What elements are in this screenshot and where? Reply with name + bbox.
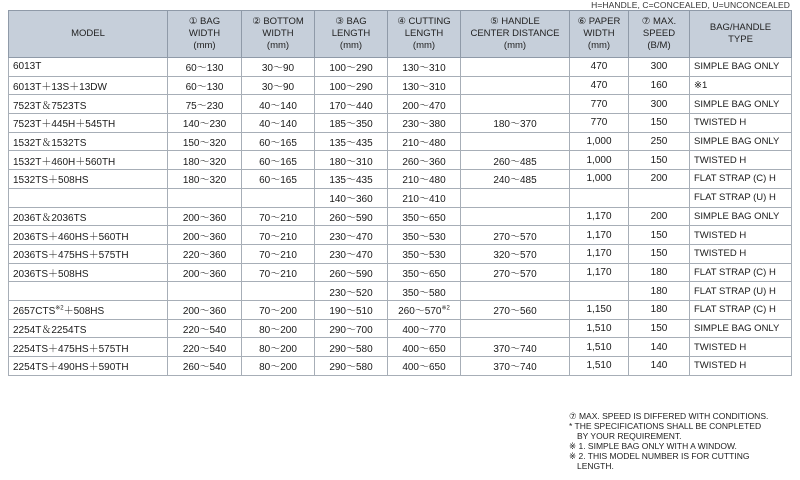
cell-bag-handle-type: TWISTED H <box>690 357 792 376</box>
cell-paper-width: 470 <box>570 58 629 77</box>
cell-cutting-length: 400～650 <box>388 357 461 376</box>
cell-model <box>9 188 168 207</box>
cell-cutting-length: 400～650 <box>388 338 461 357</box>
cell-cutting-length: 230～380 <box>388 114 461 133</box>
table-row <box>9 263 792 282</box>
cell-cutting-length: 210～480 <box>388 170 461 189</box>
cell-handle-center-distance: 270～570 <box>461 263 570 282</box>
cell-bottom-width: 80～200 <box>242 319 315 338</box>
cell-model: 2036TS＋475HS＋575TH <box>9 244 168 263</box>
cell-bottom-width: 40～140 <box>242 95 315 114</box>
table-row <box>9 170 792 189</box>
cell-bag-width: 60～130 <box>168 76 242 95</box>
cell-bottom-width: 30～90 <box>242 58 315 77</box>
cell-paper-width <box>570 282 629 301</box>
cell-bag-length: 290～580 <box>315 338 388 357</box>
cell-bag-width: 180～320 <box>168 151 242 170</box>
cell-model: 2036TS＋508HS <box>9 263 168 282</box>
cell-handle-center-distance: 320～570 <box>461 244 570 263</box>
cell-bag-handle-type: SIMPLE BAG ONLY <box>690 207 792 226</box>
cell-max-speed: 180 <box>629 263 690 282</box>
cell-max-speed: 200 <box>629 170 690 189</box>
cell-bag-width: 200～360 <box>168 226 242 245</box>
cell-bag-handle-type: FLAT STRAP (C) H <box>690 263 792 282</box>
column-header-handle-center-distance: ⑤ HANDLE CENTER DISTANCE (mm) <box>461 11 570 58</box>
cell-bottom-width <box>242 282 315 301</box>
table-row <box>9 226 792 245</box>
column-header-bottom-width: ② BOTTOM WIDTH (mm) <box>242 11 315 58</box>
cell-max-speed: 250 <box>629 132 690 151</box>
cell-paper-width: 770 <box>570 114 629 133</box>
table-row <box>9 188 792 207</box>
table-row <box>9 76 792 95</box>
cell-bag-width: 200～360 <box>168 263 242 282</box>
cell-paper-width: 470 <box>570 76 629 95</box>
cell-bag-length: 190～510 <box>315 300 388 319</box>
cell-model: 1532T＆1532TS <box>9 132 168 151</box>
cell-cutting-length: 400～770 <box>388 319 461 338</box>
cell-paper-width: 1,170 <box>570 226 629 245</box>
cell-model: 1532T＋460H＋560TH <box>9 151 168 170</box>
cell-model: 2254T＆2254TS <box>9 319 168 338</box>
cell-handle-center-distance <box>461 132 570 151</box>
column-header-paper-width: ⑥ PAPER WIDTH (mm) <box>570 11 629 58</box>
cell-bottom-width: 70～210 <box>242 226 315 245</box>
cell-cutting-length: 350～650 <box>388 263 461 282</box>
specification-table <box>8 10 792 376</box>
table-row <box>9 244 792 263</box>
cell-bag-handle-type: FLAT STRAP (U) H <box>690 282 792 301</box>
table-row <box>9 319 792 338</box>
cell-paper-width: 1,000 <box>570 132 629 151</box>
cell-model: 6013T <box>9 58 168 77</box>
cell-bag-length: 290～700 <box>315 319 388 338</box>
cell-bag-handle-type: FLAT STRAP (U) H <box>690 188 792 207</box>
cell-bag-width: 200～360 <box>168 300 242 319</box>
cell-handle-center-distance: 180～370 <box>461 114 570 133</box>
cell-bottom-width: 60～165 <box>242 132 315 151</box>
note-2-cont: LENGTH. <box>577 461 614 471</box>
table-row <box>9 151 792 170</box>
cell-bag-width: 220～540 <box>168 338 242 357</box>
cell-bag-handle-type: SIMPLE BAG ONLY <box>690 319 792 338</box>
cell-bag-length: 100～290 <box>315 58 388 77</box>
cell-bag-width: 200～360 <box>168 207 242 226</box>
cell-max-speed: 180 <box>629 282 690 301</box>
cell-handle-center-distance <box>461 319 570 338</box>
cell-paper-width: 1,170 <box>570 207 629 226</box>
cell-model: 1532TS＋508HS <box>9 170 168 189</box>
cell-bottom-width: 80～200 <box>242 357 315 376</box>
cell-cutting-length: 210～410 <box>388 188 461 207</box>
cell-cutting-length: 260～360 <box>388 151 461 170</box>
cell-paper-width: 1,510 <box>570 357 629 376</box>
cell-cutting-length: 130～310 <box>388 58 461 77</box>
cell-paper-width: 770 <box>570 95 629 114</box>
cell-bag-length: 260～590 <box>315 263 388 282</box>
note-2: ※ 2. THIS MODEL NUMBER IS FOR CUTTING <box>569 451 750 461</box>
cell-bag-width: 220～540 <box>168 319 242 338</box>
cell-paper-width: 1,170 <box>570 244 629 263</box>
cell-paper-width: 1,000 <box>570 151 629 170</box>
cell-paper-width <box>570 188 629 207</box>
cell-bag-handle-type: SIMPLE BAG ONLY <box>690 132 792 151</box>
cell-bag-handle-type: TWISTED H <box>690 114 792 133</box>
table-row <box>9 58 792 77</box>
cell-bag-length: 290～580 <box>315 357 388 376</box>
cell-paper-width: 1,510 <box>570 319 629 338</box>
cell-bottom-width: 60～165 <box>242 151 315 170</box>
cell-max-speed <box>629 188 690 207</box>
cell-bottom-width: 80～200 <box>242 338 315 357</box>
cell-max-speed: 160 <box>629 76 690 95</box>
cell-bag-width: 220～360 <box>168 244 242 263</box>
cell-bottom-width: 70～210 <box>242 263 315 282</box>
cell-max-speed: 150 <box>629 226 690 245</box>
table-row <box>9 95 792 114</box>
cell-bag-handle-type: SIMPLE BAG ONLY <box>690 58 792 77</box>
cell-bag-length: 135～435 <box>315 132 388 151</box>
footnotes <box>569 411 768 471</box>
abbreviation-legend: H=HANDLE, C=CONCEALED, U=UNCONCEALED <box>591 0 790 10</box>
cell-bag-length: 230～470 <box>315 226 388 245</box>
note-max-speed: ⑦ MAX. SPEED IS DIFFERED WITH CONDITIONS. <box>569 411 769 421</box>
table-body <box>9 58 792 376</box>
cell-model: 2036TS＋460HS＋560TH <box>9 226 168 245</box>
table-row <box>9 207 792 226</box>
cell-model: 7523T＋445H＋545TH <box>9 114 168 133</box>
cell-bottom-width: 30～90 <box>242 76 315 95</box>
note-specifications: * THE SPECIFICATIONS SHALL BE CONPLETED <box>569 421 762 431</box>
cell-handle-center-distance: 270～570 <box>461 226 570 245</box>
cell-handle-center-distance <box>461 188 570 207</box>
table-row <box>9 300 792 319</box>
cell-max-speed: 140 <box>629 338 690 357</box>
cell-bag-length: 230～470 <box>315 244 388 263</box>
cell-bag-length: 100～290 <box>315 76 388 95</box>
cell-bottom-width <box>242 188 315 207</box>
cell-bag-width: 60～130 <box>168 58 242 77</box>
cell-max-speed: 200 <box>629 207 690 226</box>
cell-model <box>9 282 168 301</box>
cell-bag-length: 185～350 <box>315 114 388 133</box>
cell-max-speed: 150 <box>629 244 690 263</box>
cell-bottom-width: 70～210 <box>242 207 315 226</box>
cell-bag-handle-type: FLAT STRAP (C) H <box>690 170 792 189</box>
cell-bag-length: 180～310 <box>315 151 388 170</box>
cell-cutting-length: 130～310 <box>388 76 461 95</box>
cell-handle-center-distance <box>461 95 570 114</box>
cell-model: 2254TS＋490HS＋590TH <box>9 357 168 376</box>
cell-max-speed: 140 <box>629 357 690 376</box>
cell-max-speed: 300 <box>629 95 690 114</box>
cell-bag-width: 150～320 <box>168 132 242 151</box>
cell-bag-length: 170～440 <box>315 95 388 114</box>
cell-bottom-width: 40～140 <box>242 114 315 133</box>
cell-bag-length: 140～360 <box>315 188 388 207</box>
cell-bag-handle-type: TWISTED H <box>690 338 792 357</box>
cell-bag-length: 230～520 <box>315 282 388 301</box>
cell-max-speed: 300 <box>629 58 690 77</box>
cell-cutting-length: 350～650 <box>388 207 461 226</box>
cell-max-speed: 150 <box>629 151 690 170</box>
cell-bag-width: 140～230 <box>168 114 242 133</box>
cell-bag-handle-type: TWISTED H <box>690 226 792 245</box>
cell-bottom-width: 60～165 <box>242 170 315 189</box>
cell-handle-center-distance: 260～485 <box>461 151 570 170</box>
column-header-bag-handle-type: BAG/HANDLE TYPE <box>690 11 792 58</box>
cell-max-speed: 180 <box>629 300 690 319</box>
cell-cutting-length: 350～580 <box>388 282 461 301</box>
column-header-cutting-length: ④ CUTTING LENGTH (mm) <box>388 11 461 58</box>
cell-cutting-length: 350～530 <box>388 226 461 245</box>
cell-paper-width: 1,170 <box>570 263 629 282</box>
cell-bag-width: 75～230 <box>168 95 242 114</box>
cell-bag-width <box>168 188 242 207</box>
cell-handle-center-distance <box>461 207 570 226</box>
column-header-bag-length: ③ BAG LENGTH (mm) <box>315 11 388 58</box>
note-specifications-cont: BY YOUR REQUIREMENT. <box>577 431 682 441</box>
cell-handle-center-distance: 370～740 <box>461 357 570 376</box>
cell-bag-width: 260～540 <box>168 357 242 376</box>
cell-paper-width: 1,000 <box>570 170 629 189</box>
cell-model: 7523T＆7523TS <box>9 95 168 114</box>
cell-handle-center-distance: 270～560 <box>461 300 570 319</box>
column-header-max-speed: ⑦ MAX. SPEED (B/M) <box>629 11 690 58</box>
cell-bottom-width: 70～210 <box>242 244 315 263</box>
cell-handle-center-distance: 370～740 <box>461 338 570 357</box>
cell-max-speed: 150 <box>629 114 690 133</box>
note-1: ※ 1. SIMPLE BAG ONLY WITH A WINDOW. <box>569 441 737 451</box>
cell-cutting-length: 210～480 <box>388 132 461 151</box>
cell-handle-center-distance: 240～485 <box>461 170 570 189</box>
cell-model: 6013T＋13S＋13DW <box>9 76 168 95</box>
cell-handle-center-distance <box>461 76 570 95</box>
cell-bag-handle-type: ※1 <box>690 76 792 95</box>
table-header-row <box>9 11 792 58</box>
cell-bag-width <box>168 282 242 301</box>
cell-cutting-length: 350～530 <box>388 244 461 263</box>
table-row <box>9 338 792 357</box>
cell-model: 2036T＆2036TS <box>9 207 168 226</box>
table-row <box>9 282 792 301</box>
cell-bag-handle-type: SIMPLE BAG ONLY <box>690 95 792 114</box>
cell-paper-width: 1,510 <box>570 338 629 357</box>
cell-model: 2254TS＋475HS＋575TH <box>9 338 168 357</box>
cell-handle-center-distance <box>461 282 570 301</box>
cell-bag-handle-type: TWISTED H <box>690 151 792 170</box>
cell-bag-handle-type: FLAT STRAP (C) H <box>690 300 792 319</box>
cell-cutting-length: 260～570$^{※2}$ <box>388 300 461 319</box>
cell-bag-length: 135～435 <box>315 170 388 189</box>
cell-bag-handle-type: TWISTED H <box>690 244 792 263</box>
cell-handle-center-distance <box>461 58 570 77</box>
cell-bag-length: 260～590 <box>315 207 388 226</box>
table-row <box>9 357 792 376</box>
cell-model: $2657CTS^{※2}+508HS$ <box>9 300 168 319</box>
cell-paper-width: 1,150 <box>570 300 629 319</box>
column-header-bag-width: ① BAG WIDTH (mm) <box>168 11 242 58</box>
cell-cutting-length: 200～470 <box>388 95 461 114</box>
cell-bottom-width: 70～200 <box>242 300 315 319</box>
table-row <box>9 114 792 133</box>
column-header-model: MODEL <box>9 11 168 58</box>
table-row <box>9 132 792 151</box>
cell-max-speed: 150 <box>629 319 690 338</box>
cell-bag-width: 180～320 <box>168 170 242 189</box>
